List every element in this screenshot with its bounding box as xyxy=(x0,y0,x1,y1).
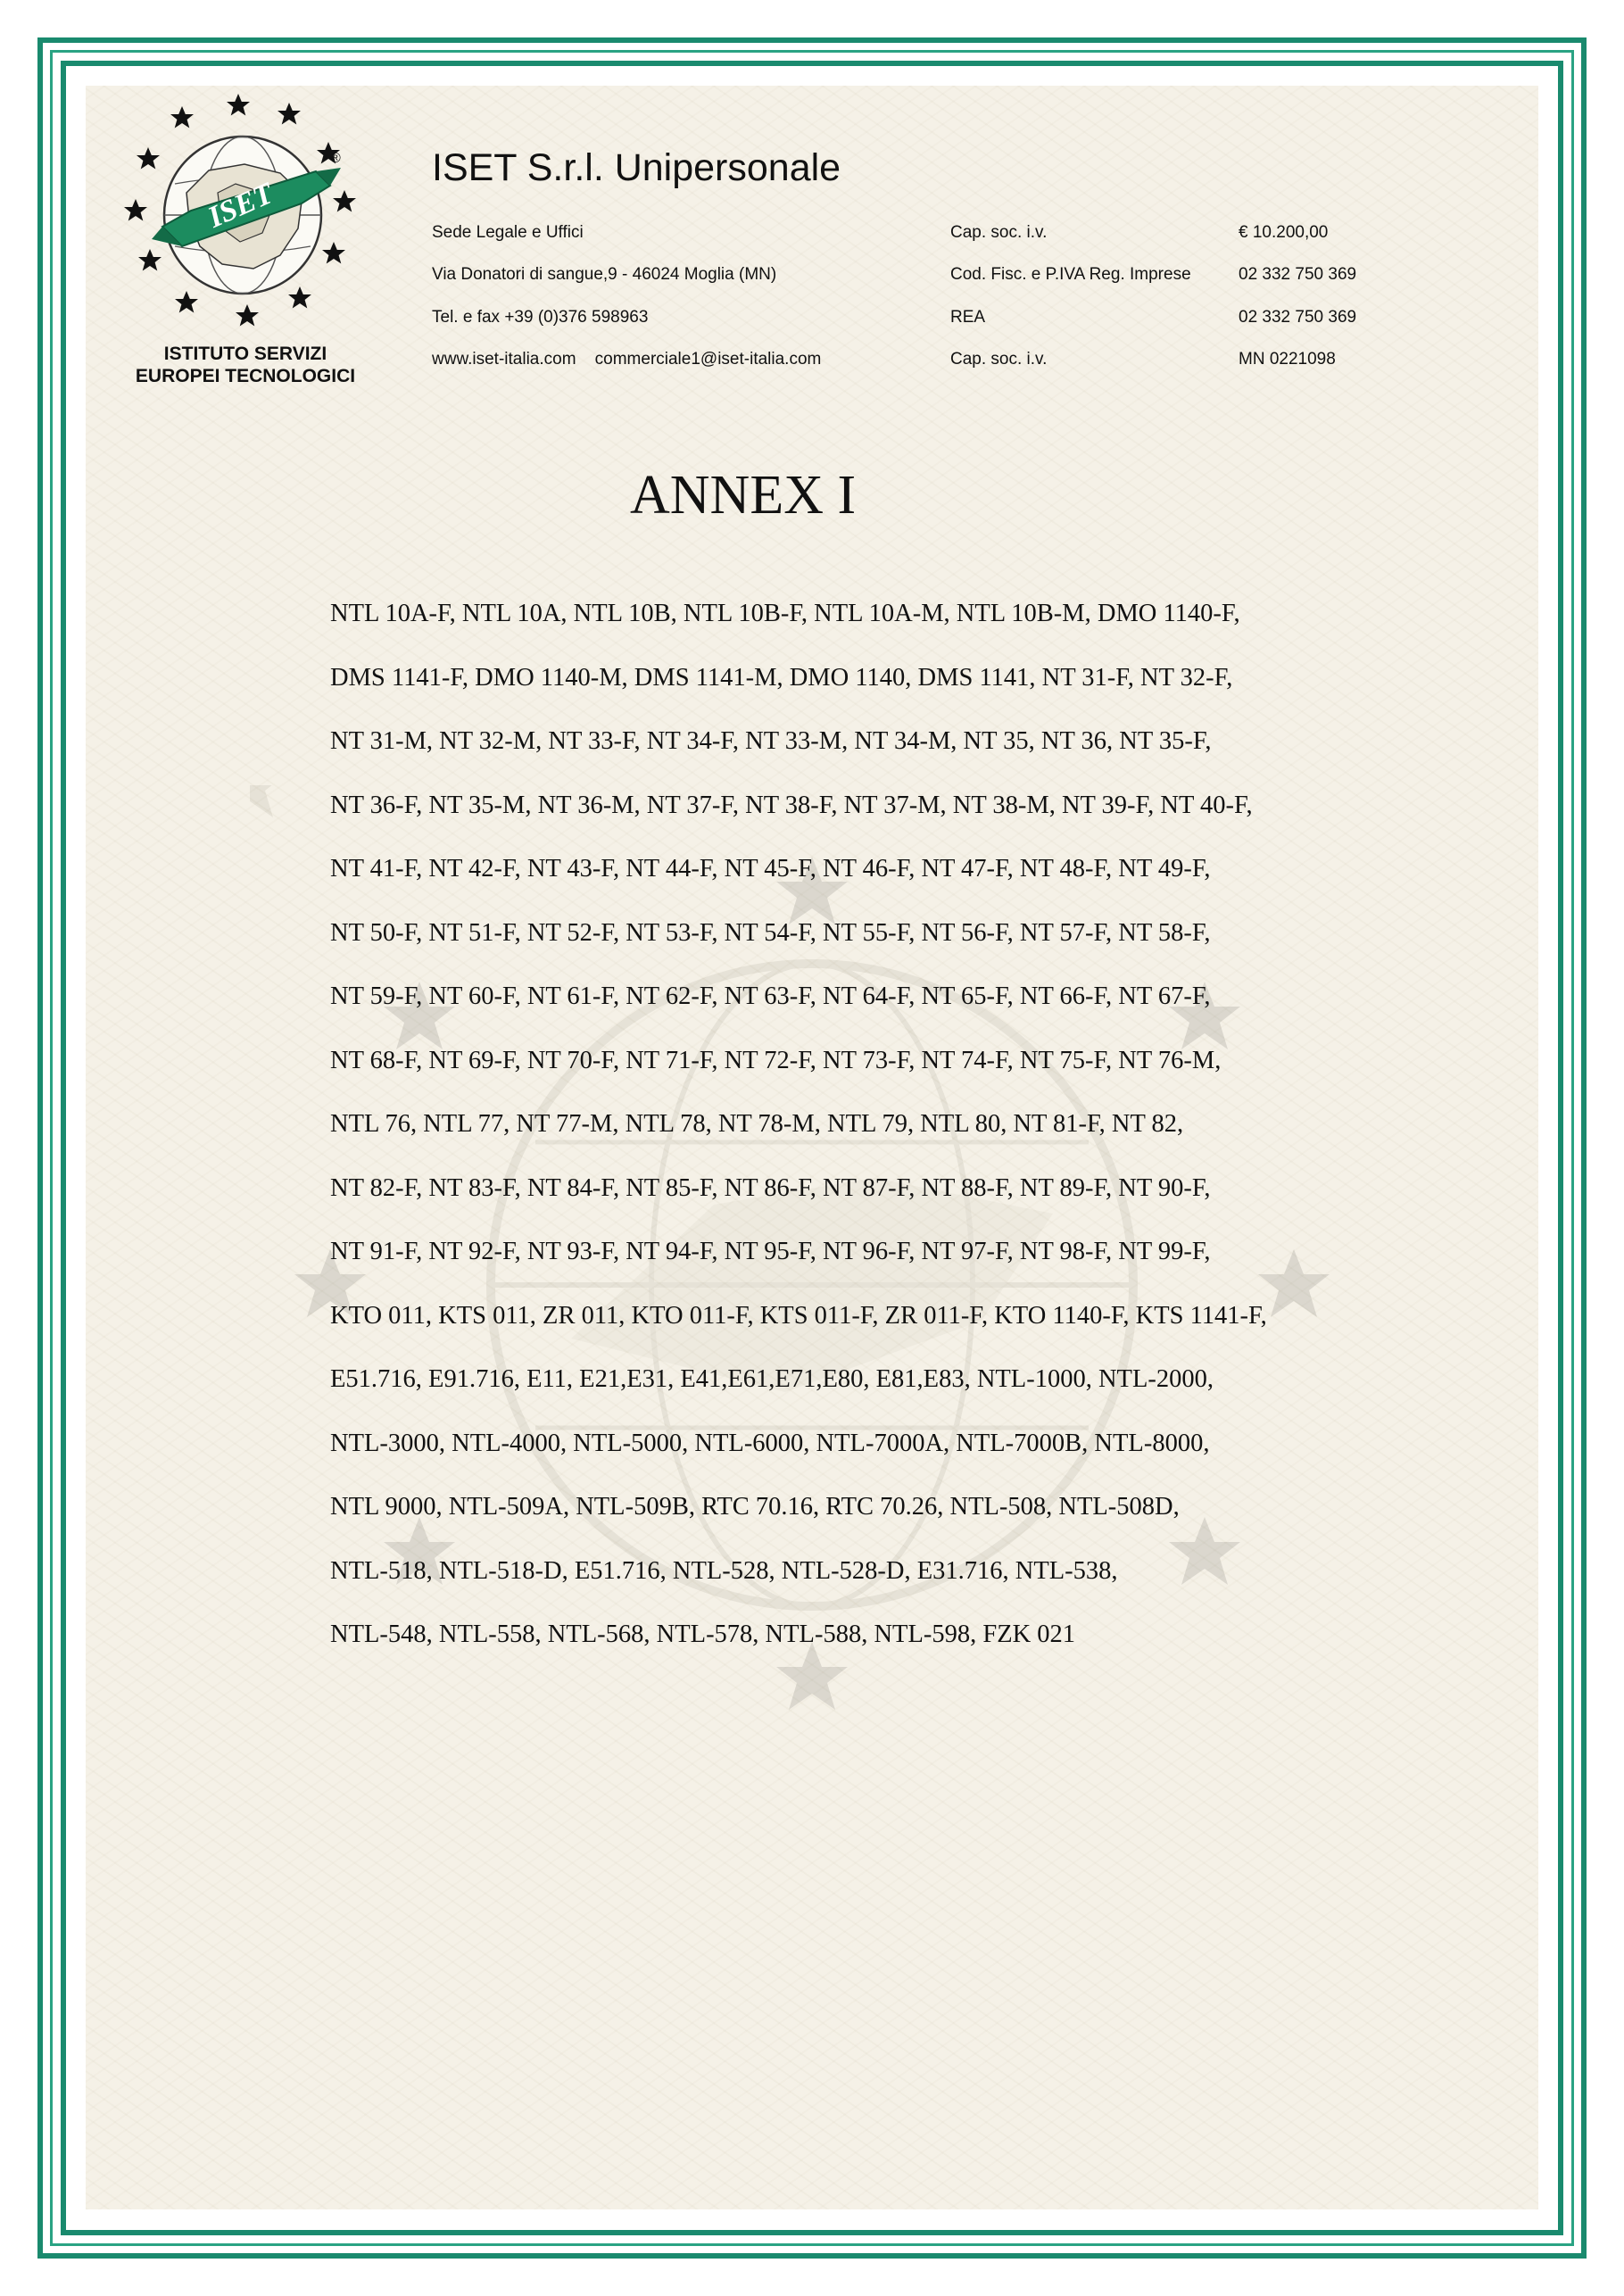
annex-line: NT 91-F, NT 92-F, NT 93-F, NT 94-F, NT 95-F, NT 96-F, NT 97-F, NT 98-F, NT 99-F, xyxy=(330,1238,1211,1265)
info-capital-label-2: Cap. soc. i.v. xyxy=(950,350,1048,369)
info-tax-code-value: 02 332 750 369 xyxy=(1239,265,1357,284)
annex-line: NTL 9000, NTL-509A, NTL-509B, RTC 70.16, RTC 70.26, NTL-508, NTL-508D, xyxy=(330,1493,1180,1521)
info-rea-value: 02 332 750 369 xyxy=(1239,308,1357,327)
annex-line: NT 41-F, NT 42-F, NT 43-F, NT 44-F, NT 45-F, NT 46-F, NT 47-F, NT 48-F, NT 49-F, xyxy=(330,855,1211,883)
annex-title: ANNEX I xyxy=(630,465,857,526)
annex-line: NT 31-M, NT 32-M, NT 33-F, NT 34-F, NT 33-M, NT 34-M, NT 35, NT 36, NT 35-F, xyxy=(330,727,1212,755)
registered-mark: ® xyxy=(330,151,341,166)
annex-line: NTL 10A-F, NTL 10A, NTL 10B, NTL 10B-F, NTL 10A-M, NTL 10B-M, DMO 1140-F, xyxy=(330,600,1240,627)
logo-caption-line2: EUROPEI TECNOLOGICI xyxy=(135,366,356,386)
info-capital-value: € 10.200,00 xyxy=(1239,223,1329,242)
annex-line: NTL-548, NTL-558, NTL-568, NTL-578, NTL-588, NTL-598, FZK 021 xyxy=(330,1620,1076,1648)
info-tax-code-label: Cod. Fisc. e P.IVA Reg. Imprese xyxy=(950,265,1191,284)
info-address-label: Sede Legale e Uffici xyxy=(432,223,584,242)
logo-caption xyxy=(116,343,375,387)
logo-emblem-text: ISET xyxy=(203,177,278,235)
annex-line: KTO 011, KTS 011, ZR 011, KTO 011-F, KTS 011-F, ZR 011-F, KTO 1140-F, KTS 1141-F, xyxy=(330,1301,1267,1330)
annex-line: NTL-518, NTL-518-D, E51.716, NTL-528, NTL-528-D, E31.716, NTL-538, xyxy=(330,1556,1118,1585)
info-website-email: www.iset-italia.com commerciale1@iset-italia.com xyxy=(432,350,822,369)
annex-line: NTL-3000, NTL-4000, NTL-5000, NTL-6000, NTL-7000A, NTL-7000B, NTL-8000, xyxy=(330,1429,1210,1457)
info-phone: Tel. e fax +39 (0)376 598963 xyxy=(432,308,649,327)
annex-line: NT 50-F, NT 51-F, NT 52-F, NT 53-F, NT 54-F, NT 55-F, NT 56-F, NT 57-F, NT 58-F, xyxy=(330,918,1211,947)
annex-line: E51.716, E91.716, E11, E21,E31, E41,E61,E71,E80, E81,E83, NTL-1000, NTL-2000, xyxy=(330,1365,1214,1393)
info-registration-value: MN 0221098 xyxy=(1239,350,1336,369)
annex-line: NT 59-F, NT 60-F, NT 61-F, NT 62-F, NT 63-F, NT 64-F, NT 65-F, NT 66-F, NT 67-F, xyxy=(330,982,1211,1010)
company-name: ISET S.r.l. Unipersonale xyxy=(432,146,841,189)
annex-line: NT 82-F, NT 83-F, NT 84-F, NT 85-F, NT 86-F, NT 87-F, NT 88-F, NT 89-F, NT 90-F, xyxy=(330,1173,1211,1202)
annex-line: NTL 76, NTL 77, NT 77-M, NTL 78, NT 78-M, NTL 79, NTL 80, NT 81-F, NT 82, xyxy=(330,1110,1184,1138)
annex-line: NT 68-F, NT 69-F, NT 70-F, NT 71-F, NT 72-F, NT 73-F, NT 74-F, NT 75-F, NT 76-M, xyxy=(330,1046,1222,1074)
info-street-address: Via Donatori di sangue,9 - 46024 Moglia (MN) xyxy=(432,265,777,284)
info-rea-label: REA xyxy=(950,308,986,327)
annex-line: NT 36-F, NT 35-M, NT 36-M, NT 37-F, NT 38-F, NT 37-M, NT 38-M, NT 39-F, NT 40-F, xyxy=(330,791,1253,819)
info-capital-label: Cap. soc. i.v. xyxy=(950,223,1048,242)
annex-product-list xyxy=(330,589,1401,1674)
annex-line: DMS 1141-F, DMO 1140-M, DMS 1141-M, DMO 1140, DMS 1141, NT 31-F, NT 32-F, xyxy=(330,663,1233,692)
logo-caption-line1: ISTITUTO SERVIZI xyxy=(163,344,327,364)
